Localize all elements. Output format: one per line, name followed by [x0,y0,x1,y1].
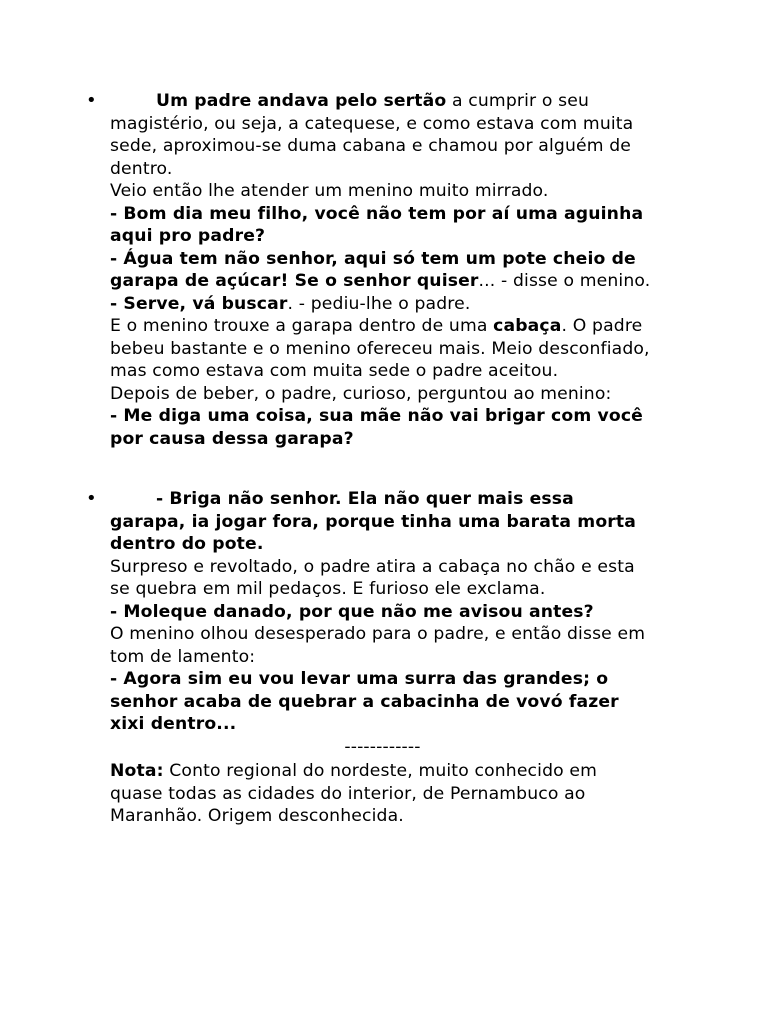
paragraph: Veio então lhe atender um menino muito mirrado. [110,181,549,201]
story-part-1 [110,90,655,450]
paragraph [110,90,655,180]
dialogue-line: - Moleque danado, por que não me avisou antes? [110,601,594,622]
text: . O padre bebeu bastante e o menino ofereceu mais. Meio desconfiado, mas como estava com muita sede o padre aceitou. [110,316,650,381]
bold-text: - Briga não senhor. Ela não quer mais essa garapa, ia jogar fora, porque tinha uma barata morta dentro do pote. [110,489,637,554]
bold-text: - Serve, vá buscar [110,293,288,314]
paragraph: Depois de beber, o padre, curioso, perguntou ao menino: [110,383,612,404]
dialogue-line: - Bom dia meu filho, você não tem por aí uma aguinha aqui pro padre? [110,203,644,246]
bullet-marker: • [86,90,97,111]
dialogue-line [110,293,655,316]
dialogue-line: - Agora sim eu vou levar uma surra das grandes; o senhor acaba de quebrar a cabacinha de vovó fazer xixi dentro... [110,669,619,734]
paragraph [110,315,655,383]
dialogue-line: - Me diga uma coisa, sua mãe não vai brigar com você por causa dessa garapa? [110,406,643,449]
bold-text: cabaça [493,316,562,336]
text: ... - disse o menino. [478,271,651,291]
text: a cumprir o seu magistério, ou seja, a catequese, e como estava com muita sede, aproximou-se duma cabana e chamou por alguém de dentro. [110,91,634,179]
story-part-2 [110,488,655,828]
paragraph: O menino olhou desesperado para o padre, e então disse em tom de lamento: [110,624,646,667]
dialogue-line [110,488,655,556]
note-text: Conto regional do nordeste, muito conhecido em quase todas as cidades do interior, de Pernambuco ao Maranhão. Origem desconhecida. [110,761,598,826]
bold-text: Um padre andava pelo sertão [156,91,447,111]
bullet-marker: • [86,488,97,509]
bold-text: - Água tem não senhor, aqui só tem um pote cheio de garapa de açúcar! Se o senhor quiser [110,248,636,291]
separator-line: ------------ [344,736,421,757]
note-label: Nota: [110,761,164,781]
note-paragraph [110,760,655,828]
text: . - pediu-lhe o padre. [287,293,471,314]
dialogue-line [110,248,655,293]
paragraph: Surpreso e revoltado, o padre atira a cabaça no chão e esta se quebra em mil pedaços. E furioso ele exclama. [110,556,635,599]
text: E o menino trouxe a garapa dentro de uma [110,316,494,336]
